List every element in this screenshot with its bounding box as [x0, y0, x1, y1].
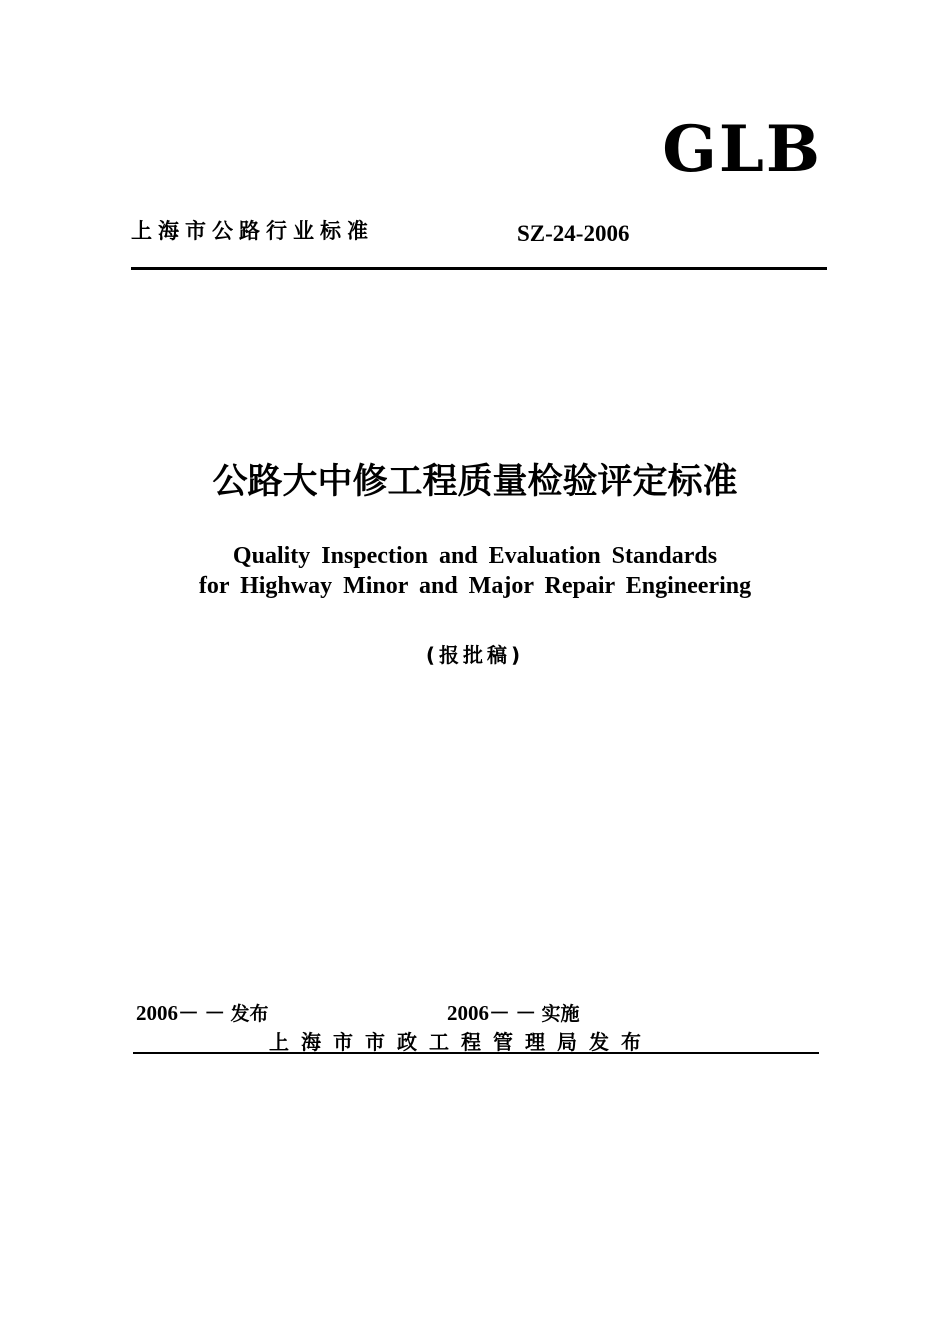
- issue-date-line: [136, 1003, 269, 1024]
- implementation-label: 实施: [541, 1003, 580, 1025]
- implementation-date: 2006－ －: [447, 1001, 537, 1025]
- document-title-english-line2: for Highway Minor and Major Repair Engineering: [198, 573, 752, 599]
- draft-status: (报批稿): [425, 643, 525, 667]
- logo-glb: GLB: [662, 112, 822, 187]
- issue-label: 发布: [230, 1003, 269, 1025]
- publisher: 上海市市政工程管理局发布: [269, 1030, 653, 1054]
- standard-number: SZ-24-2006: [517, 221, 630, 246]
- footer-divider: [133, 1052, 819, 1054]
- document-title-chinese: 公路大中修工程质量检验评定标准: [212, 462, 738, 502]
- implementation-date-line: [447, 1003, 580, 1024]
- issue-date: 2006－ －: [136, 1001, 226, 1025]
- header-divider: [131, 267, 827, 270]
- standard-category: 上海市公路行业标准: [131, 219, 374, 243]
- document-title-english-line1: Quality Inspection and Evaluation Standards: [232, 543, 718, 569]
